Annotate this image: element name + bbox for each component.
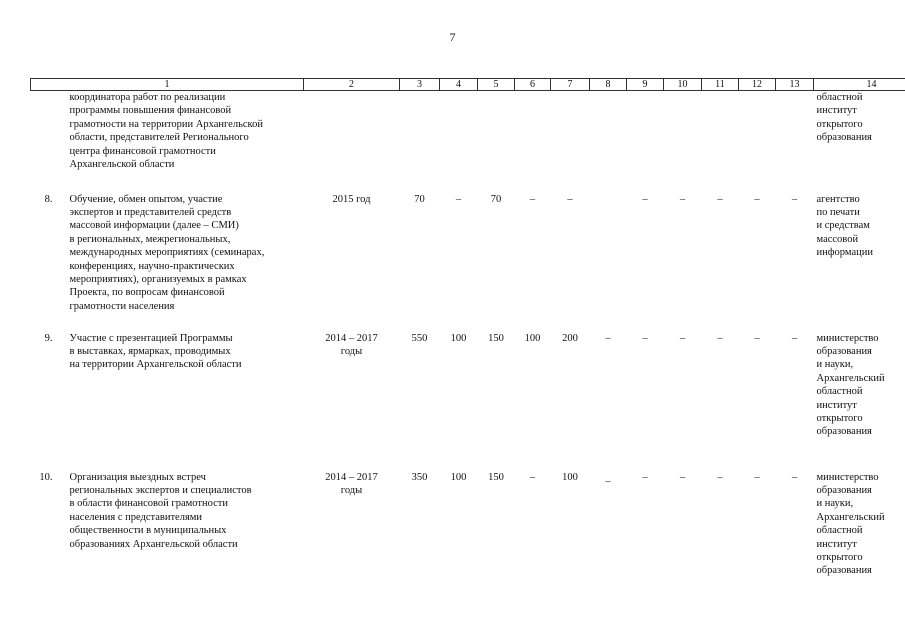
value-cell-8: _ bbox=[605, 471, 611, 483]
value-cell-13 bbox=[776, 91, 814, 193]
responsible-org-cell-line: и средствам bbox=[816, 220, 870, 232]
activity-text-line: Организация выездных встреч bbox=[69, 471, 206, 483]
column-header-11: 11 bbox=[702, 79, 739, 91]
period-cell-line: 2014 – 2017 bbox=[325, 332, 378, 344]
value-cell-9: – bbox=[642, 193, 648, 205]
value-cell-8 bbox=[590, 193, 627, 332]
column-header-3: 3 bbox=[400, 79, 440, 91]
value-cell-3: 70 bbox=[414, 193, 425, 205]
value-cell-11: – bbox=[717, 332, 723, 344]
page-number: 7 bbox=[449, 30, 456, 44]
column-header-13: 13 bbox=[776, 79, 814, 91]
value-cell-6 bbox=[515, 91, 551, 193]
activity-text-line: региональных экспертов и специалистов bbox=[69, 484, 252, 496]
value-cell-7 bbox=[551, 91, 590, 193]
responsible-org-cell-line: и науки, bbox=[816, 498, 854, 510]
value-cell-12 bbox=[739, 91, 776, 193]
value-cell-4: 100 bbox=[450, 332, 467, 344]
activity-text-line: грамотности на территории Архангельской bbox=[69, 118, 263, 130]
column-header-14: 14 bbox=[814, 79, 905, 91]
value-cell-6: – bbox=[529, 471, 536, 483]
column-header-8: 8 bbox=[590, 79, 627, 91]
activity-text-line: конференциях, научно-практических bbox=[69, 260, 235, 272]
activity-text-line: Архангельской области bbox=[69, 159, 175, 171]
activity-text-line: области, представителей Регионального bbox=[69, 132, 249, 144]
value-cell-4 bbox=[440, 91, 478, 193]
responsible-org-cell-line: массовой bbox=[816, 233, 859, 245]
value-cell-10: – bbox=[679, 471, 686, 483]
activity-text bbox=[31, 471, 304, 551]
value-cell-12: – bbox=[754, 193, 760, 205]
column-header-2: 2 bbox=[304, 79, 400, 91]
column-header-6: 6 bbox=[515, 79, 551, 91]
activity-text-line: международных мероприятиях (семинарах, bbox=[69, 247, 265, 259]
column-number-row bbox=[31, 79, 905, 91]
row-number: 9. bbox=[44, 332, 53, 344]
responsible-org-cell-line: открытого bbox=[816, 412, 863, 424]
responsible-org-cell-line: образования bbox=[816, 345, 872, 357]
table-row bbox=[31, 332, 905, 471]
period-cell bbox=[304, 332, 400, 471]
responsible-org-cell bbox=[814, 332, 905, 471]
activity-text bbox=[31, 332, 304, 372]
value-cell-10: – bbox=[679, 193, 686, 205]
responsible-org-cell-line: и науки, bbox=[816, 359, 854, 371]
value-cell-10: – bbox=[679, 332, 686, 344]
program-table bbox=[30, 78, 905, 595]
row-number: 10. bbox=[39, 471, 53, 483]
table-row bbox=[31, 471, 905, 595]
responsible-org-cell-line: образования bbox=[816, 484, 872, 496]
value-cell-3 bbox=[400, 91, 440, 193]
responsible-org-cell-line: областной bbox=[816, 386, 863, 398]
activity-text-line: грамотности населения bbox=[69, 300, 175, 312]
activity-text-line: в выставках, ярмарках, проводимых bbox=[69, 345, 231, 357]
period-cell-line: годы bbox=[340, 484, 363, 496]
responsible-org-cell-line: Архангельский bbox=[816, 511, 885, 523]
value-cell-5: 150 bbox=[488, 471, 504, 483]
value-cell-9: – bbox=[642, 471, 648, 483]
value-cell-6: – bbox=[529, 193, 536, 205]
value-cell-13: – bbox=[791, 471, 798, 483]
value-cell-5: 150 bbox=[488, 332, 504, 344]
value-cell-6: 100 bbox=[524, 332, 541, 344]
responsible-org-cell-line: областной bbox=[816, 525, 863, 537]
value-cell-3: 550 bbox=[411, 332, 428, 344]
value-cell-9 bbox=[627, 91, 664, 193]
period-cell-line: годы bbox=[340, 345, 363, 357]
responsible-org-cell-line: образования bbox=[816, 426, 872, 438]
responsible-org-cell-line: по печати bbox=[816, 206, 860, 218]
period-cell bbox=[304, 91, 400, 193]
responsible-org-cell-line: Архангельский bbox=[816, 372, 885, 384]
value-cell-5 bbox=[478, 91, 515, 193]
activity-cell bbox=[31, 193, 304, 332]
responsible-org-cell-line: образования bbox=[816, 132, 872, 144]
value-cell-4: 100 bbox=[450, 471, 467, 483]
column-header-5: 5 bbox=[478, 79, 515, 91]
value-cell-12: – bbox=[754, 332, 760, 344]
activity-text-line: на территории Архангельской области bbox=[69, 359, 242, 371]
activity-text-line: общественности в муниципальных bbox=[69, 525, 227, 537]
column-header-7: 7 bbox=[551, 79, 590, 91]
value-cell-11 bbox=[702, 91, 739, 193]
activity-text-line: Обучение, обмен опытом, участие bbox=[69, 193, 223, 205]
activity-text-line: в региональных, межрегиональных, bbox=[69, 233, 231, 245]
value-cell-13: – bbox=[791, 332, 798, 344]
value-cell-13: – bbox=[791, 193, 798, 205]
responsible-org-cell-line: информации bbox=[816, 247, 873, 259]
activity-cell bbox=[31, 471, 304, 595]
value-cell-7: – bbox=[567, 193, 573, 205]
responsible-org-cell-line: институт bbox=[816, 399, 857, 411]
activity-text-line: экспертов и представителей средств bbox=[69, 206, 232, 218]
column-header-4: 4 bbox=[440, 79, 478, 91]
responsible-org-cell-line: открытого bbox=[816, 118, 863, 130]
value-cell-7: 200 bbox=[562, 332, 578, 344]
activity-text-line: программы повышения финансовой bbox=[69, 105, 232, 117]
value-cell-11: – bbox=[717, 193, 723, 205]
activity-text-line: мероприятиях), организуемых в рамках bbox=[69, 273, 247, 285]
value-cell-11: – bbox=[717, 471, 723, 483]
period-cell bbox=[304, 193, 400, 332]
table-row bbox=[31, 91, 905, 193]
responsible-org-cell-line: областной bbox=[816, 92, 863, 103]
responsible-org-cell bbox=[814, 91, 905, 193]
column-header-9: 9 bbox=[627, 79, 664, 91]
activity-text bbox=[31, 91, 304, 171]
value-cell-7: 100 bbox=[562, 471, 578, 483]
column-header-12: 12 bbox=[739, 79, 776, 91]
activity-text bbox=[31, 193, 304, 314]
table-row bbox=[31, 193, 905, 332]
period-cell bbox=[304, 471, 400, 595]
responsible-org-cell-line: институт bbox=[816, 538, 857, 550]
period-cell-line: 2015 год bbox=[332, 193, 371, 205]
responsible-org-cell-line: открытого bbox=[816, 551, 863, 563]
activity-cell bbox=[31, 332, 304, 471]
activity-text-line: Проекта, по вопросам финансовой bbox=[69, 287, 225, 299]
activity-cell bbox=[31, 91, 304, 193]
activity-text-line: Участие с презентацией Программы bbox=[69, 332, 233, 344]
value-cell-9: – bbox=[642, 332, 648, 344]
activity-text-line: населения с представителями bbox=[69, 511, 203, 523]
activity-text-line: образованиях Архангельской области bbox=[69, 538, 238, 550]
value-cell-8: – bbox=[605, 332, 611, 344]
column-header-10: 10 bbox=[664, 79, 702, 91]
responsible-org-cell bbox=[814, 471, 905, 595]
responsible-org-cell-line: агентство bbox=[816, 193, 860, 205]
responsible-org-cell-line: образования bbox=[816, 565, 872, 577]
value-cell-12: – bbox=[754, 471, 760, 483]
column-header-1: 1 bbox=[31, 79, 304, 91]
responsible-org-cell-line: институт bbox=[816, 105, 857, 117]
value-cell-5: 70 bbox=[490, 193, 502, 205]
activity-text-line: координатора работ по реализации bbox=[69, 92, 226, 103]
responsible-org-cell bbox=[814, 193, 905, 332]
period-cell-line: 2014 – 2017 bbox=[325, 471, 378, 483]
activity-text-line: в области финансовой грамотности bbox=[69, 498, 228, 510]
row-number: 8. bbox=[44, 193, 53, 205]
activity-text-line: массовой информации (далее – СМИ) bbox=[69, 220, 239, 232]
responsible-org-cell-line: министерство bbox=[816, 471, 879, 483]
activity-text-line: центра финансовой грамотности bbox=[69, 145, 216, 157]
value-cell-3: 350 bbox=[411, 471, 428, 483]
value-cell-8 bbox=[590, 91, 627, 193]
value-cell-10 bbox=[664, 91, 702, 193]
value-cell-4: – bbox=[455, 193, 462, 205]
responsible-org-cell-line: министерство bbox=[816, 332, 879, 344]
